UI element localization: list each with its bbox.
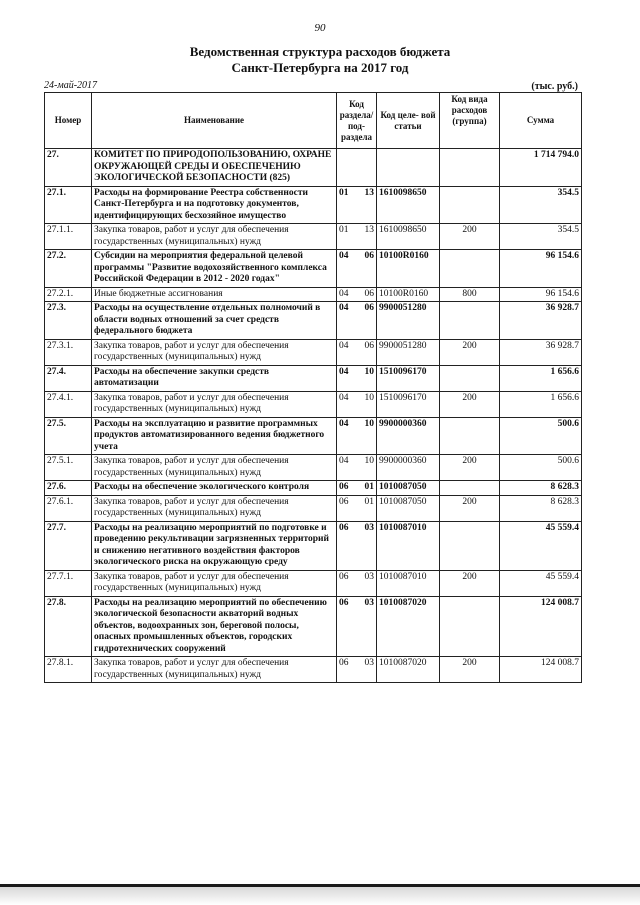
row-number: 27.6.1. xyxy=(45,495,92,521)
row-section-code xyxy=(337,495,377,521)
row-target-code: 10100R0160 xyxy=(377,287,440,302)
section-code-pair xyxy=(339,456,374,468)
table-row xyxy=(45,287,582,302)
row-sum: 36 928.7 xyxy=(500,302,582,340)
row-name: Закупка товаров, работ и услуг для обеспечения государственных (муниципальных) нужд xyxy=(92,570,337,596)
row-number: 27.2. xyxy=(45,250,92,288)
row-sum: 45 559.4 xyxy=(500,521,582,570)
subsection-code: 10 xyxy=(364,366,374,377)
section-code-pair xyxy=(339,225,374,237)
row-expense-type: 200 xyxy=(440,570,500,596)
scan-shadow xyxy=(0,887,640,905)
row-section-code xyxy=(337,339,377,365)
row-target-code: 9900000360 xyxy=(377,417,440,455)
row-name: Иные бюджетные ассигнования xyxy=(92,287,337,302)
row-number: 27. xyxy=(45,149,92,187)
table-row xyxy=(45,149,582,187)
subsection-code: 10 xyxy=(364,456,374,466)
section-code-pair xyxy=(339,482,374,494)
row-number: 27.4. xyxy=(45,365,92,391)
row-number: 27.2.1. xyxy=(45,287,92,302)
table-row xyxy=(45,391,582,417)
row-section-code xyxy=(337,391,377,417)
table-row xyxy=(45,224,582,250)
row-section-code xyxy=(337,302,377,340)
row-section-code xyxy=(337,455,377,481)
row-sum: 124 008.7 xyxy=(500,596,582,657)
table-row xyxy=(45,481,582,496)
row-section-code xyxy=(337,186,377,224)
subsection-code: 10 xyxy=(364,418,374,429)
row-sum: 36 928.7 xyxy=(500,339,582,365)
row-expense-type xyxy=(440,365,500,391)
section-code: 06 xyxy=(339,496,349,507)
subsection-code: 03 xyxy=(364,571,374,582)
row-number: 27.6. xyxy=(45,481,92,496)
table-row xyxy=(45,570,582,596)
subsection-code: 01 xyxy=(364,496,374,507)
row-section-code xyxy=(337,224,377,250)
row-sum: 500.6 xyxy=(500,455,582,481)
section-code-pair xyxy=(339,188,374,200)
section-code-pair xyxy=(339,419,374,431)
row-target-code: 1010087050 xyxy=(377,495,440,521)
row-section-code xyxy=(337,596,377,657)
row-sum: 96 154.6 xyxy=(500,287,582,302)
table-row xyxy=(45,417,582,455)
row-name: Расходы на реализацию мероприятий по обеспечению экологической безопасности акваторий водных объектов, водоохранных зон, береговой полосы, опасных промышленных объектов, городских гидротехнических сооружений xyxy=(92,596,337,657)
row-name: Расходы на обеспечение закупки средств автоматизации xyxy=(92,365,337,391)
row-target-code: 1610098650 xyxy=(377,186,440,224)
subsection-code: 06 xyxy=(364,340,374,351)
row-sum: 45 559.4 xyxy=(500,570,582,596)
section-code-pair xyxy=(339,393,374,405)
header-sum: Сумма xyxy=(500,93,582,149)
row-name: Закупка товаров, работ и услуг для обеспечения государственных (муниципальных) нужд xyxy=(92,391,337,417)
subsection-code: 03 xyxy=(364,658,374,668)
section-code: 06 xyxy=(339,482,349,492)
table-row xyxy=(45,495,582,521)
row-name: Закупка товаров, работ и услуг для обеспечения государственных (муниципальных) нужд xyxy=(92,657,337,683)
row-name: КОМИТЕТ ПО ПРИРОДОПОЛЬЗОВАНИЮ, ОХРАНЕ ОКРУЖАЮЩЕЙ СРЕДЫ И ОБЕСПЕЧЕНИЮ ЭКОЛОГИЧЕСКОЙ БЕЗОПАСНОСТИ (825) xyxy=(92,149,337,187)
row-target-code: 9900051280 xyxy=(377,339,440,365)
row-expense-type: 200 xyxy=(440,224,500,250)
subsection-code: 06 xyxy=(364,303,374,313)
row-sum: 8 628.3 xyxy=(500,481,582,496)
row-name: Расходы на формирование Реестра собственности Санкт-Петербурга и на подготовку документов, идентифицирующих бесхозяйное имущество xyxy=(92,186,337,224)
row-expense-type: 200 xyxy=(440,495,500,521)
section-code: 06 xyxy=(339,522,349,533)
row-section-code xyxy=(337,521,377,570)
row-section-code xyxy=(337,149,377,187)
row-number: 27.5. xyxy=(45,417,92,455)
subsection-code: 10 xyxy=(364,392,374,403)
section-code-pair xyxy=(339,658,374,670)
row-sum: 1 656.6 xyxy=(500,391,582,417)
header-section: Код раздела/ под- раздела xyxy=(337,93,377,149)
row-number: 27.4.1. xyxy=(45,391,92,417)
row-expense-type: 800 xyxy=(440,287,500,302)
section-code: 04 xyxy=(339,366,349,377)
row-number: 27.8.1. xyxy=(45,657,92,683)
table-row xyxy=(45,250,582,288)
title-line-2: Санкт-Петербурга на 2017 год xyxy=(231,60,409,75)
row-target-code: 1510096170 xyxy=(377,391,440,417)
section-code-pair xyxy=(339,367,374,379)
row-name: Расходы на реализацию мероприятий по подготовке и проведению рекультивации загрязненных территорий и снижению негативного воздействия факторов экологического риска на окружающую среду xyxy=(92,521,337,570)
row-name: Расходы на осуществление отдельных полномочий в области водных отношений за счет средств федерального бюджета xyxy=(92,302,337,340)
section-code: 04 xyxy=(339,418,349,429)
section-code-pair xyxy=(339,251,374,263)
row-section-code xyxy=(337,570,377,596)
row-sum: 124 008.7 xyxy=(500,657,582,683)
section-code: 06 xyxy=(339,658,349,668)
row-expense-type xyxy=(440,521,500,570)
row-number: 27.1. xyxy=(45,186,92,224)
table-row xyxy=(45,521,582,570)
row-target-code: 1510096170 xyxy=(377,365,440,391)
row-expense-type: 200 xyxy=(440,657,500,683)
page-number: 90 xyxy=(314,22,326,34)
row-section-code xyxy=(337,365,377,391)
row-target-code: 1610098650 xyxy=(377,224,440,250)
row-name: Субсидии на мероприятия федеральной целевой программы "Развитие водохозяйственного комплекса Российской Федерации в 2012 - 2020 годах" xyxy=(92,250,337,288)
row-sum: 1 714 794.0 xyxy=(500,149,582,187)
section-code: 04 xyxy=(339,251,349,261)
section-code: 04 xyxy=(339,456,349,466)
header-target: Код целе- вой статьи xyxy=(377,93,440,149)
row-number: 27.8. xyxy=(45,596,92,657)
section-code-pair xyxy=(339,598,374,610)
row-name: Закупка товаров, работ и услуг для обеспечения государственных (муниципальных) нужд xyxy=(92,224,337,250)
row-expense-type xyxy=(440,417,500,455)
row-number: 27.7.1. xyxy=(45,570,92,596)
section-code-pair xyxy=(339,523,374,535)
section-code: 06 xyxy=(339,571,349,582)
row-expense-type xyxy=(440,250,500,288)
row-sum: 8 628.3 xyxy=(500,495,582,521)
budget-table xyxy=(44,92,582,683)
subsection-code: 13 xyxy=(364,225,374,235)
row-number: 27.5.1. xyxy=(45,455,92,481)
row-expense-type: 200 xyxy=(440,455,500,481)
row-sum: 354.5 xyxy=(500,224,582,250)
table-row xyxy=(45,186,582,224)
row-name: Расходы на эксплуатацию и развитие программных продуктов автоматизированного ведения бюджетного учета xyxy=(92,417,337,455)
table-row xyxy=(45,302,582,340)
table-row xyxy=(45,596,582,657)
section-code: 01 xyxy=(339,187,349,198)
section-code: 04 xyxy=(339,303,349,313)
header-expense-type: Код вида расходов (группа) xyxy=(440,93,500,149)
section-code-pair xyxy=(339,497,374,509)
subsection-code: 13 xyxy=(364,187,374,198)
subsection-code: 06 xyxy=(364,288,374,299)
subsection-code: 03 xyxy=(364,522,374,533)
row-target-code xyxy=(377,149,440,187)
row-section-code xyxy=(337,287,377,302)
section-code-pair xyxy=(339,303,374,315)
row-target-code: 1010087020 xyxy=(377,657,440,683)
row-target-code: 1010087010 xyxy=(377,521,440,570)
row-section-code xyxy=(337,417,377,455)
row-sum: 354.5 xyxy=(500,186,582,224)
document-title xyxy=(0,44,640,76)
row-expense-type xyxy=(440,302,500,340)
section-code-pair xyxy=(339,289,374,301)
row-section-code xyxy=(337,657,377,683)
table-row xyxy=(45,339,582,365)
section-code: 04 xyxy=(339,288,349,299)
row-sum: 1 656.6 xyxy=(500,365,582,391)
subsection-code: 03 xyxy=(364,597,374,608)
row-number: 27.3. xyxy=(45,302,92,340)
header-name: Наименование xyxy=(92,93,337,149)
row-expense-type: 200 xyxy=(440,391,500,417)
row-name: Закупка товаров, работ и услуг для обеспечения государственных (муниципальных) нужд xyxy=(92,495,337,521)
row-target-code: 9900000360 xyxy=(377,455,440,481)
row-target-code: 1010087020 xyxy=(377,596,440,657)
section-code: 04 xyxy=(339,392,349,403)
row-expense-type xyxy=(440,186,500,224)
units-label: (тыс. руб.) xyxy=(531,81,578,92)
row-expense-type: 200 xyxy=(440,339,500,365)
row-name: Закупка товаров, работ и услуг для обеспечения государственных (муниципальных) нужд xyxy=(92,339,337,365)
table-row xyxy=(45,455,582,481)
row-number: 27.3.1. xyxy=(45,339,92,365)
title-line-1: Ведомственная структура расходов бюджета xyxy=(189,44,451,59)
row-expense-type xyxy=(440,149,500,187)
subsection-code: 01 xyxy=(364,482,374,492)
table-row xyxy=(45,365,582,391)
row-target-code: 1010087010 xyxy=(377,570,440,596)
subsection-code: 06 xyxy=(364,251,374,261)
row-number: 27.7. xyxy=(45,521,92,570)
row-expense-type xyxy=(440,596,500,657)
row-sum: 500.6 xyxy=(500,417,582,455)
row-section-code xyxy=(337,481,377,496)
row-name: Расходы на обеспечение экологического контроля xyxy=(92,481,337,496)
document-date: 24-май-2017 xyxy=(44,80,98,91)
section-code-pair xyxy=(339,572,374,584)
row-target-code: 10100R0160 xyxy=(377,250,440,288)
header-number: Номер xyxy=(45,93,92,149)
row-sum: 96 154.6 xyxy=(500,250,582,288)
row-number: 27.1.1. xyxy=(45,224,92,250)
section-code: 06 xyxy=(339,597,349,608)
section-code-pair xyxy=(339,341,374,353)
row-target-code: 1010087050 xyxy=(377,481,440,496)
row-name: Закупка товаров, работ и услуг для обеспечения государственных (муниципальных) нужд xyxy=(92,455,337,481)
section-code: 01 xyxy=(339,225,349,235)
row-expense-type xyxy=(440,481,500,496)
row-target-code: 9900051280 xyxy=(377,302,440,340)
section-code: 04 xyxy=(339,340,349,351)
header-row xyxy=(45,93,582,149)
table-body xyxy=(45,149,582,683)
table-row xyxy=(45,657,582,683)
row-section-code xyxy=(337,250,377,288)
